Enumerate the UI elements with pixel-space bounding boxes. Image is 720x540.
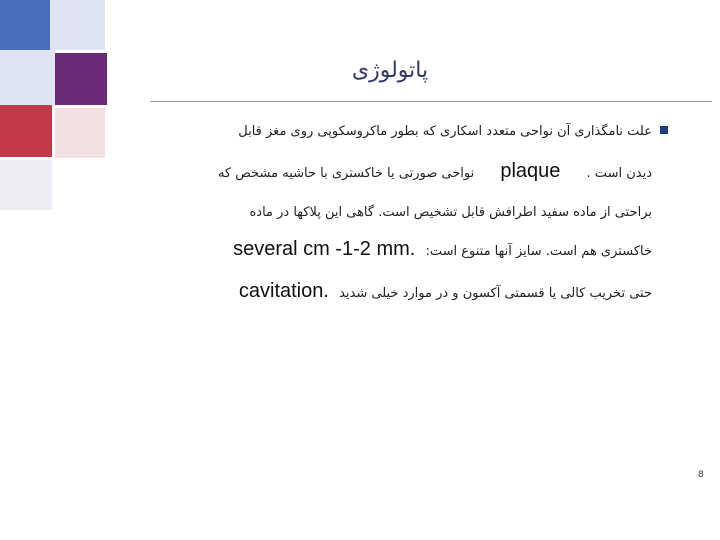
decor-square-pink bbox=[55, 108, 105, 158]
slide-title: پاتولوژی bbox=[351, 58, 429, 83]
body-line-5-latin: cavitation. bbox=[238, 280, 329, 302]
body-line-2-latin: plaque bbox=[500, 160, 561, 182]
decor-square-lightblue-top bbox=[50, 0, 105, 50]
decor-square-blue bbox=[0, 0, 50, 50]
body-line-2-right: دیدن است . bbox=[586, 166, 652, 181]
body-line-3-text: براحتی از ماده سفید اطرافش قابل تشخیص است. گاهی این پلاکها در ماده bbox=[249, 205, 652, 220]
page-number: 8 bbox=[698, 470, 704, 480]
body-line-4 bbox=[233, 238, 652, 261]
body-line-3 bbox=[249, 205, 652, 220]
body-line-1 bbox=[238, 124, 652, 139]
body-line-5-right: حتی تخریب کالی یا قسمتی آکسون و در موارد خیلی شدید bbox=[339, 286, 652, 301]
body-line-2 bbox=[218, 160, 652, 183]
decor-square-purple bbox=[55, 53, 107, 105]
decor-square-grey bbox=[0, 160, 52, 210]
body-line-1-text: علت نامگذاری آن نواحی متعدد اسکاری که بطور ماکروسکوپی روی مغز قابل bbox=[238, 124, 652, 139]
body-line-4-latin: several cm -1-2 mm. bbox=[233, 238, 416, 260]
body-line-5 bbox=[239, 280, 652, 303]
decor-square-red bbox=[0, 105, 52, 157]
bullet-square-icon bbox=[660, 126, 668, 134]
decor-square-lightblue-left bbox=[0, 50, 55, 105]
title-divider bbox=[150, 101, 712, 102]
body-line-2-left: نواحی صورتی یا خاکستری با حاشیه مشخص که bbox=[217, 166, 475, 181]
body-line-4-right: خاکستری هم است. سایز آنها متنوع است: bbox=[425, 244, 652, 259]
